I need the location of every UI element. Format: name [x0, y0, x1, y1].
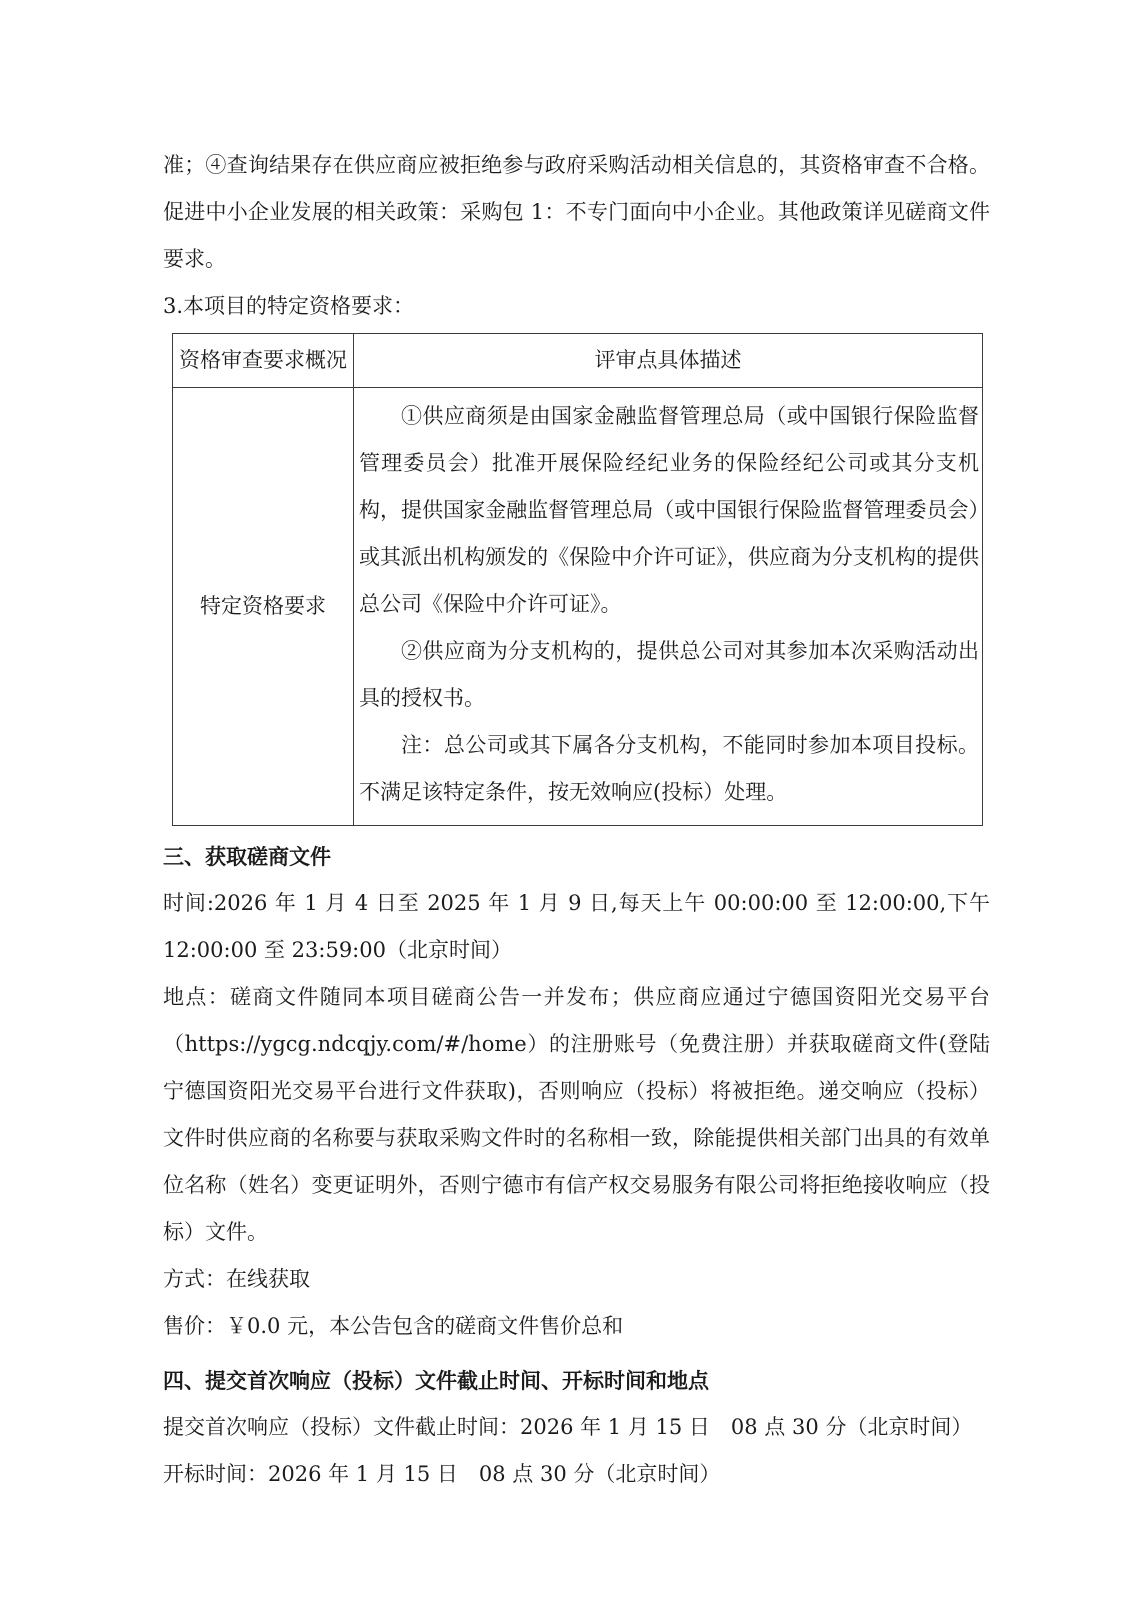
- qualification-table: [172, 333, 983, 826]
- bid-opening-time-paragraph: 开标时间：2026 年 1 月 15 日 08 点 30 分（北京时间）: [163, 1462, 721, 1486]
- qualification-table-header-overview: 资格审查要求概况: [173, 334, 354, 388]
- qualification-table-header-row: [173, 334, 983, 388]
- section-four-heading: 四、提交首次响应（投标）文件截止时间、开标时间和地点: [163, 1368, 709, 1393]
- table-row: [173, 388, 983, 826]
- obtain-method-paragraph: 方式：在线获取: [163, 1267, 310, 1291]
- document-price-paragraph: 售价：￥0.0 元，本公告包含的磋商文件售价总和: [163, 1314, 624, 1338]
- obtain-location-paragraph: 地点：磋商文件随同本项目磋商公告一并发布；供应商应通过宁德国资阳光交易平台（https://ygcg.ndcqjy.com/#/home）的注册账号（免费注册）并获取磋商文件(登陆宁德国资阳光交易平台进行文件获取)，否则响应（投标）将被拒绝。递交响应（投标）文件时供应商的名称要与获取采购文件时的名称相一致，除能提供相关部门出具的有效单位名称（姓名）变更证明外，否则宁德市有信产权交易服务有限公司将拒绝接收响应（投标）文件。: [163, 985, 990, 1244]
- qualification-table-header-detail: 评审点具体描述: [354, 334, 983, 388]
- detail-paragraph-authorization: ②供应商为分支机构的，提供总公司对其参加本次采购活动出具的授权书。: [359, 639, 979, 710]
- obtain-time-paragraph: 时间:2026 年 1 月 4 日至 2025 年 1 月 9 日,每天上午 00:00:00 至 12:00:00,下午 12:00:00 至 23:59:00（北京时间）: [163, 891, 990, 962]
- detail-paragraph-license: ①供应商须是由国家金融监督管理总局（或中国银行保险监督管理委员会）批准开展保险经纪业务的保险经纪公司或其分支机构，提供国家金融监督管理总局（或中国银行保险监督管理委员会）或其派出机构颁发的《保险中介许可证》，供应商为分支机构的提供总公司《保险中介许可证》。: [359, 404, 979, 616]
- section-three-heading: 三、获取磋商文件: [163, 844, 331, 869]
- detail-paragraph-note: 注：总公司或其下属各分支机构，不能同时参加本项目投标。不满足该特定条件，按无效响应(投标）处理。: [359, 733, 979, 804]
- qualification-detail-cell: [354, 388, 983, 826]
- submission-deadline-paragraph: 提交首次响应（投标）文件截止时间：2026 年 1 月 15 日 08 点 30 分（北京时间）: [163, 1415, 973, 1439]
- special-qualification-lead: 3.本项目的特定资格要求：: [163, 294, 415, 318]
- intro-continuation-paragraph: 准；④查询结果存在供应商应被拒绝参与政府采购活动相关信息的，其资格审查不合格。促进中小企业发展的相关政策：采购包 1：不专门面向中小企业。其他政策详见磋商文件要求。: [163, 153, 990, 271]
- qualification-row-label: 特定资格要求: [173, 388, 354, 826]
